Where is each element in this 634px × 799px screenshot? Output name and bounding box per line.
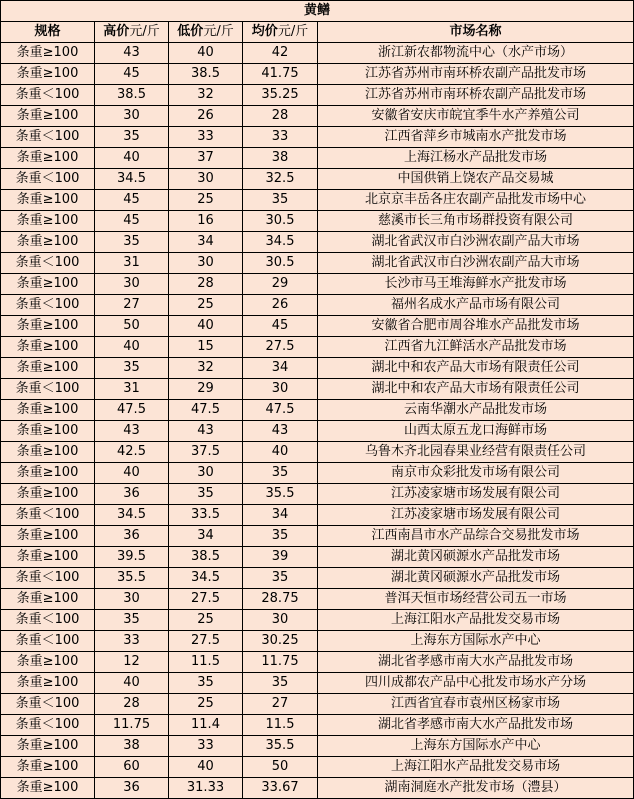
cell-spec: 条重≥100 (1, 526, 95, 547)
table-row (1, 610, 634, 631)
cell-avg-price: 41.75 (243, 64, 318, 85)
cell-high-price: 50 (95, 316, 169, 337)
header-high-label: 高价 (103, 24, 130, 39)
cell-avg-price: 35 (243, 673, 318, 694)
cell-market-name: 上海东方国际水产中心 (318, 736, 634, 757)
table-row (1, 694, 634, 715)
cell-high-price: 36 (95, 778, 169, 799)
cell-spec: 条重≥100 (1, 589, 95, 610)
cell-low-price: 16 (169, 211, 243, 232)
header-market: 市场名称 (318, 22, 634, 43)
cell-avg-price: 30.5 (243, 253, 318, 274)
cell-high-price: 27 (95, 295, 169, 316)
cell-spec: 条重≥100 (1, 673, 95, 694)
table-row (1, 400, 634, 421)
cell-low-price: 34.5 (169, 568, 243, 589)
cell-low-price: 30 (169, 463, 243, 484)
cell-high-price: 40 (95, 148, 169, 169)
cell-high-price: 34.5 (95, 505, 169, 526)
cell-spec: 条重≥100 (1, 652, 95, 673)
cell-market-name: 上海东方国际水产中心 (318, 631, 634, 652)
cell-spec: 条重≥100 (1, 337, 95, 358)
cell-spec: 条重＜100 (1, 694, 95, 715)
table-row (1, 43, 634, 64)
cell-low-price: 37 (169, 148, 243, 169)
table-row (1, 106, 634, 127)
cell-high-price: 28 (95, 694, 169, 715)
cell-high-price: 60 (95, 757, 169, 778)
table-row (1, 358, 634, 379)
cell-market-name: 上海江杨水产品批发市场 (318, 148, 634, 169)
table-row (1, 85, 634, 106)
cell-avg-price: 29 (243, 274, 318, 295)
cell-avg-price: 27.5 (243, 337, 318, 358)
cell-avg-price: 42 (243, 43, 318, 64)
cell-avg-price: 35.5 (243, 736, 318, 757)
cell-avg-price: 35 (243, 463, 318, 484)
table-row (1, 715, 634, 736)
cell-avg-price: 30 (243, 379, 318, 400)
table-row (1, 337, 634, 358)
header-low-label: 低价 (177, 24, 204, 39)
cell-market-name: 北京京丰岳各庄农副产品批发市场中心 (318, 190, 634, 211)
cell-market-name: 江西省宜春市袁州区杨家市场 (318, 694, 634, 715)
cell-avg-price: 33 (243, 127, 318, 148)
header-high-unit: 元/斤 (129, 24, 160, 39)
cell-low-price: 38.5 (169, 547, 243, 568)
cell-low-price: 33 (169, 127, 243, 148)
cell-high-price: 33 (95, 631, 169, 652)
cell-low-price: 34 (169, 232, 243, 253)
cell-low-price: 32 (169, 358, 243, 379)
cell-avg-price: 39 (243, 547, 318, 568)
cell-high-price: 36 (95, 484, 169, 505)
header-row (1, 22, 634, 43)
cell-avg-price: 11.75 (243, 652, 318, 673)
cell-low-price: 28 (169, 274, 243, 295)
table-row (1, 757, 634, 778)
cell-market-name: 湖北黄冈硕源水产品批发市场 (318, 547, 634, 568)
cell-market-name: 乌鲁木齐北园春果业经营有限责任公司 (318, 442, 634, 463)
cell-market-name: 江苏凌家塘市场发展有限公司 (318, 505, 634, 526)
cell-spec: 条重≥100 (1, 43, 95, 64)
table-row (1, 673, 634, 694)
cell-spec: 条重＜100 (1, 568, 95, 589)
cell-market-name: 湖北省武汉市白沙洲农副产品大市场 (318, 232, 634, 253)
cell-avg-price: 35.25 (243, 85, 318, 106)
cell-high-price: 47.5 (95, 400, 169, 421)
cell-market-name: 安徽省合肥市周谷堆水产品批发市场 (318, 316, 634, 337)
cell-market-name: 江苏凌家塘市场发展有限公司 (318, 484, 634, 505)
cell-low-price: 34 (169, 526, 243, 547)
cell-low-price: 29 (169, 379, 243, 400)
cell-avg-price: 35.5 (243, 484, 318, 505)
cell-market-name: 浙江新农都物流中心（水产市场） (318, 43, 634, 64)
cell-high-price: 34.5 (95, 169, 169, 190)
cell-low-price: 37.5 (169, 442, 243, 463)
cell-market-name: 江西省萍乡市城南水产批发市场 (318, 127, 634, 148)
cell-avg-price: 28 (243, 106, 318, 127)
cell-avg-price: 30.25 (243, 631, 318, 652)
cell-avg-price: 38 (243, 148, 318, 169)
cell-market-name: 湖北中和农产品大市场有限责任公司 (318, 379, 634, 400)
cell-spec: 条重≥100 (1, 757, 95, 778)
cell-high-price: 40 (95, 463, 169, 484)
cell-low-price: 33 (169, 736, 243, 757)
cell-low-price: 47.5 (169, 400, 243, 421)
cell-market-name: 云南华潮水产品批发市场 (318, 400, 634, 421)
cell-market-name: 湖北省孝感市南大水产品批发市场 (318, 652, 634, 673)
cell-spec: 条重≥100 (1, 463, 95, 484)
cell-low-price: 32 (169, 85, 243, 106)
cell-low-price: 25 (169, 295, 243, 316)
cell-high-price: 31 (95, 379, 169, 400)
cell-high-price: 40 (95, 337, 169, 358)
cell-spec: 条重≥100 (1, 232, 95, 253)
cell-low-price: 26 (169, 106, 243, 127)
cell-spec: 条重≥100 (1, 736, 95, 757)
cell-avg-price: 30 (243, 610, 318, 631)
cell-spec: 条重＜100 (1, 127, 95, 148)
cell-spec: 条重＜100 (1, 295, 95, 316)
cell-market-name: 中国供销上饶农产品交易城 (318, 169, 634, 190)
cell-market-name: 江西省九江鲜活水产品批发市场 (318, 337, 634, 358)
cell-low-price: 43 (169, 421, 243, 442)
header-avg-label: 均价 (251, 24, 278, 39)
cell-avg-price: 35 (243, 568, 318, 589)
cell-high-price: 35.5 (95, 568, 169, 589)
cell-spec: 条重≥100 (1, 778, 95, 799)
cell-spec: 条重＜100 (1, 85, 95, 106)
cell-spec: 条重≥100 (1, 106, 95, 127)
cell-spec: 条重＜100 (1, 169, 95, 190)
table-row (1, 631, 634, 652)
cell-spec: 条重≥100 (1, 484, 95, 505)
cell-high-price: 30 (95, 589, 169, 610)
cell-low-price: 30 (169, 253, 243, 274)
table-row (1, 547, 634, 568)
table-row (1, 442, 634, 463)
cell-avg-price: 11.5 (243, 715, 318, 736)
cell-low-price: 15 (169, 337, 243, 358)
cell-avg-price: 28.75 (243, 589, 318, 610)
cell-market-name: 四川成都农产品中心批发市场水产分场 (318, 673, 634, 694)
cell-spec: 条重＜100 (1, 715, 95, 736)
cell-high-price: 45 (95, 190, 169, 211)
cell-low-price: 11.4 (169, 715, 243, 736)
cell-high-price: 11.75 (95, 715, 169, 736)
cell-avg-price: 26 (243, 295, 318, 316)
cell-avg-price: 35 (243, 190, 318, 211)
table-row (1, 190, 634, 211)
cell-spec: 条重≥100 (1, 316, 95, 337)
cell-low-price: 27.5 (169, 631, 243, 652)
table-row (1, 379, 634, 400)
cell-low-price: 35 (169, 484, 243, 505)
cell-low-price: 25 (169, 694, 243, 715)
cell-market-name: 长沙市马王堆海鲜水产批发市场 (318, 274, 634, 295)
cell-spec: 条重≥100 (1, 442, 95, 463)
cell-high-price: 31 (95, 253, 169, 274)
cell-low-price: 25 (169, 610, 243, 631)
cell-market-name: 南京市众彩批发市场有限公司 (318, 463, 634, 484)
cell-spec: 条重≥100 (1, 547, 95, 568)
table-title: 黄鳝 (1, 1, 634, 22)
cell-low-price: 30 (169, 169, 243, 190)
cell-low-price: 25 (169, 190, 243, 211)
cell-market-name: 上海江阳水产品批发交易市场 (318, 610, 634, 631)
table-body (1, 43, 634, 799)
table-row (1, 253, 634, 274)
cell-market-name: 山西太原五龙口海鲜市场 (318, 421, 634, 442)
cell-market-name: 安徽省安庆市皖宜季牛水产养殖公司 (318, 106, 634, 127)
cell-spec: 条重≥100 (1, 190, 95, 211)
cell-high-price: 45 (95, 211, 169, 232)
cell-spec: 条重≥100 (1, 274, 95, 295)
cell-avg-price: 30.5 (243, 211, 318, 232)
table-row (1, 505, 634, 526)
cell-avg-price: 35 (243, 526, 318, 547)
cell-spec: 条重＜100 (1, 505, 95, 526)
table-row (1, 463, 634, 484)
cell-market-name: 江西南昌市水产品综合交易批发市场 (318, 526, 634, 547)
cell-low-price: 31.33 (169, 778, 243, 799)
cell-market-name: 普洱天恒市场经营公司五一市场 (318, 589, 634, 610)
cell-spec: 条重＜100 (1, 253, 95, 274)
cell-high-price: 38 (95, 736, 169, 757)
table-row (1, 274, 634, 295)
cell-market-name: 湖北省武汉市白沙洲农副产品大市场 (318, 253, 634, 274)
header-spec: 规格 (1, 22, 95, 43)
cell-spec: 条重≥100 (1, 358, 95, 379)
cell-market-name: 上海江阳水产品批发交易市场 (318, 757, 634, 778)
cell-low-price: 38.5 (169, 64, 243, 85)
table-row (1, 484, 634, 505)
cell-avg-price: 45 (243, 316, 318, 337)
table-row (1, 526, 634, 547)
cell-spec: 条重≥100 (1, 148, 95, 169)
cell-low-price: 35 (169, 673, 243, 694)
cell-spec: 条重≥100 (1, 64, 95, 85)
cell-avg-price: 50 (243, 757, 318, 778)
cell-market-name: 湖北黄冈硕源水产品批发市场 (318, 568, 634, 589)
cell-low-price: 40 (169, 316, 243, 337)
table-row (1, 421, 634, 442)
cell-high-price: 30 (95, 274, 169, 295)
cell-spec: 条重≥100 (1, 421, 95, 442)
cell-high-price: 30 (95, 106, 169, 127)
cell-spec: 条重＜100 (1, 610, 95, 631)
cell-high-price: 35 (95, 232, 169, 253)
table-row (1, 736, 634, 757)
table-row (1, 148, 634, 169)
cell-avg-price: 40 (243, 442, 318, 463)
cell-high-price: 45 (95, 64, 169, 85)
cell-market-name: 江苏省苏州市南环桥农副产品批发市场 (318, 85, 634, 106)
cell-low-price: 40 (169, 43, 243, 64)
table-row (1, 127, 634, 148)
cell-avg-price: 32.5 (243, 169, 318, 190)
header-avg (243, 22, 318, 43)
cell-high-price: 43 (95, 421, 169, 442)
table-row (1, 295, 634, 316)
cell-low-price: 40 (169, 757, 243, 778)
cell-market-name: 湖北省孝感市南大水产品批发市场 (318, 715, 634, 736)
cell-low-price: 11.5 (169, 652, 243, 673)
cell-avg-price: 34 (243, 358, 318, 379)
cell-spec: 条重≥100 (1, 211, 95, 232)
cell-market-name: 江苏省苏州市南环桥农副产品批发市场 (318, 64, 634, 85)
table-row (1, 652, 634, 673)
table-row (1, 778, 634, 799)
cell-high-price: 40 (95, 673, 169, 694)
cell-high-price: 12 (95, 652, 169, 673)
cell-high-price: 39.5 (95, 547, 169, 568)
cell-avg-price: 34.5 (243, 232, 318, 253)
cell-spec: 条重＜100 (1, 379, 95, 400)
cell-market-name: 福州名成水产品市场有限公司 (318, 295, 634, 316)
cell-spec: 条重≥100 (1, 400, 95, 421)
table-row (1, 316, 634, 337)
cell-avg-price: 47.5 (243, 400, 318, 421)
cell-avg-price: 27 (243, 694, 318, 715)
cell-high-price: 43 (95, 43, 169, 64)
header-avg-unit: 元/斤 (277, 24, 309, 39)
header-high (95, 22, 169, 43)
table-row (1, 589, 634, 610)
table-row (1, 169, 634, 190)
cell-high-price: 35 (95, 127, 169, 148)
table-row (1, 64, 634, 85)
table-row (1, 568, 634, 589)
table-row (1, 232, 634, 253)
cell-avg-price: 34 (243, 505, 318, 526)
cell-market-name: 慈溪市长三角市场群投资有限公司 (318, 211, 634, 232)
cell-high-price: 38.5 (95, 85, 169, 106)
cell-avg-price: 33.67 (243, 778, 318, 799)
cell-low-price: 27.5 (169, 589, 243, 610)
cell-market-name: 湖北中和农产品大市场有限责任公司 (318, 358, 634, 379)
table-row (1, 211, 634, 232)
cell-spec: 条重＜100 (1, 631, 95, 652)
cell-high-price: 35 (95, 610, 169, 631)
cell-market-name: 湖南洞庭水产批发市场（澧县） (318, 778, 634, 799)
cell-high-price: 36 (95, 526, 169, 547)
cell-high-price: 35 (95, 358, 169, 379)
header-low (169, 22, 243, 43)
cell-low-price: 33.5 (169, 505, 243, 526)
cell-avg-price: 43 (243, 421, 318, 442)
header-low-unit: 元/斤 (203, 24, 234, 39)
cell-high-price: 42.5 (95, 442, 169, 463)
